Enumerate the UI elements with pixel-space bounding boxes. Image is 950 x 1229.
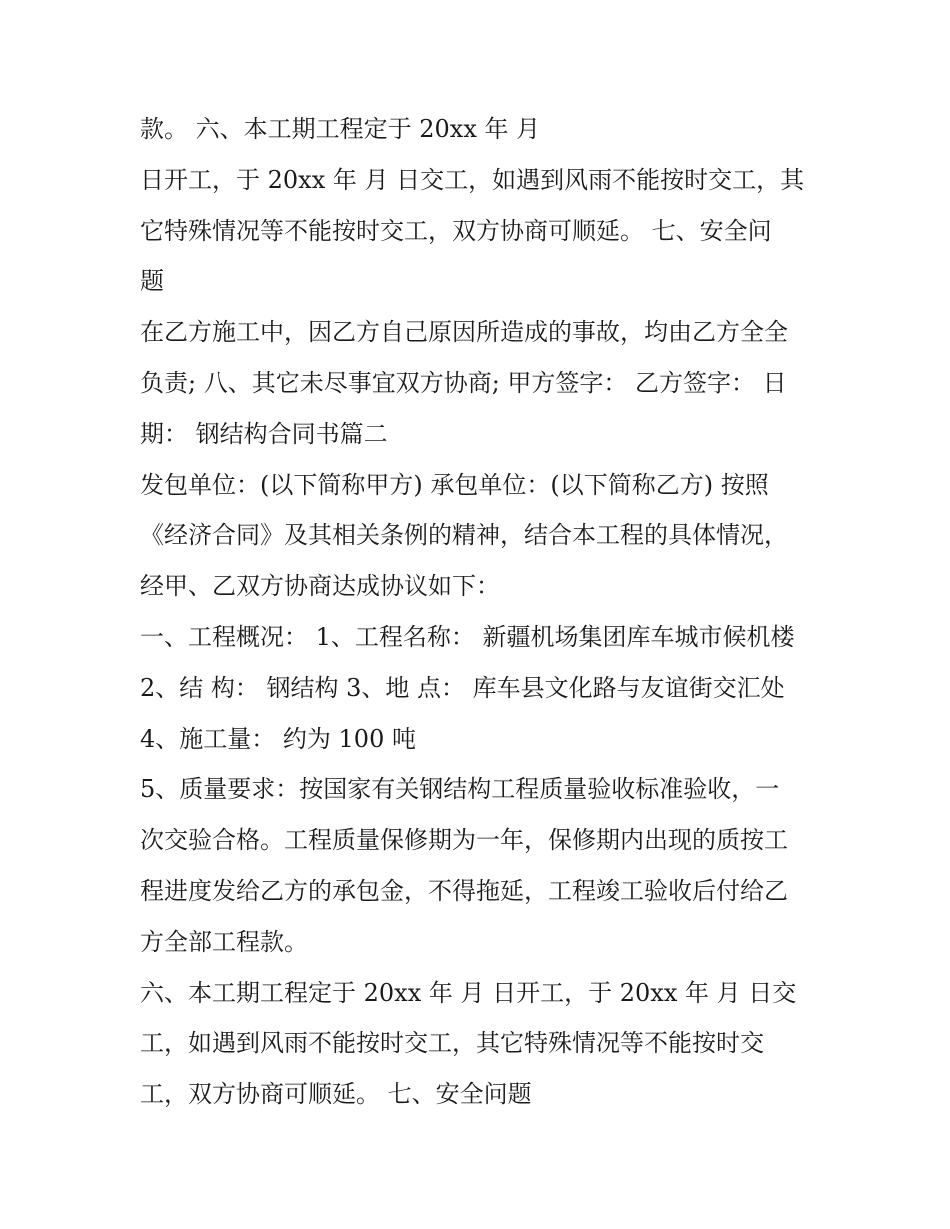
text-line: 经甲、乙双方协商达成协议如下： (140, 572, 500, 601)
text-line: 5、质量要求：按国家有关钢结构工程质量验收标准验收，一 (140, 775, 780, 804)
text-line: 一、工程概况： 1、工程名称： 新疆机场集团库车城市候机楼 (140, 622, 795, 651)
section-heading: 期： 钢结构合同书篇二 (140, 419, 388, 448)
text-line: 次交验合格。工程质量保修期为一年，保修期内出现的质按工 (140, 826, 788, 855)
text-line: 日开工，于 20xx 年 月 日交工，如遇到风雨不能按时交工，其 (140, 165, 805, 194)
text-line: 款。 六、本工期工程定于 20xx 年 月 (140, 115, 541, 143)
text-line: 工，如遇到风雨不能按时交工，其它特殊情况等不能按时交 (140, 1029, 764, 1058)
text-line: 在乙方施工中，因乙方自己原因所造成的事故，均由乙方全全 (140, 318, 788, 347)
text-line: 发包单位：(以下简称甲方) 承包单位：(以下简称乙方) 按照 (140, 470, 769, 499)
text-line: 工，双方协商可顺延。 七、安全问题 (140, 1080, 532, 1109)
text-line: 4、施工量： 约为 100 吨 (140, 724, 416, 753)
text-line: 六、本工期工程定于 20xx 年 月 日开工，于 20xx 年 月 日交 (140, 978, 797, 1007)
text-line: 《经济合同》及其相关条例的精神，结合本工程的具体情况， (140, 521, 788, 550)
text-line: 程进度发给乙方的承包金，不得拖延，工程竣工验收后付给乙 (140, 876, 788, 905)
document-body (140, 104, 830, 1120)
text-line: 题 (140, 267, 164, 296)
text-line: 它特殊情况等不能按时交工，双方协商可顺延。 七、安全问 (140, 216, 772, 245)
text-line: 负责; 八、其它未尽事宜双方协商; 甲方签字： 乙方签字： 日 (140, 368, 787, 397)
text-line: 方全部工程款。 (140, 927, 308, 956)
text-line: 2、结 构： 钢结构 3、地 点： 库车县文化路与友谊街交汇处 (140, 673, 785, 702)
